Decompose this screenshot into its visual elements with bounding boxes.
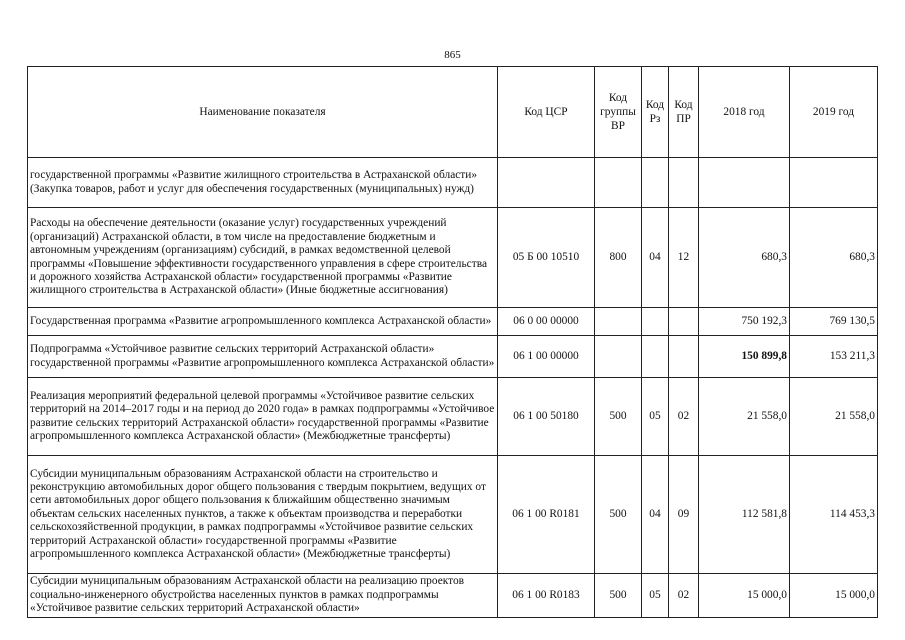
row-2019: 153 211,3	[790, 336, 878, 378]
row-2018: 21 558,0	[699, 378, 790, 456]
table-row	[28, 456, 878, 574]
table-row	[28, 378, 878, 456]
row-2019: 114 453,3	[790, 456, 878, 574]
header-2018: 2018 год	[699, 67, 790, 158]
header-csr: Код ЦСР	[498, 67, 595, 158]
row-pr: 09	[669, 456, 699, 574]
row-pr: 12	[669, 208, 699, 308]
table-row	[28, 208, 878, 308]
row-rz: 04	[642, 456, 669, 574]
row-name: Субсидии муниципальным образованиям Астраханской области на реализацию проектов социально-инженерного обустройства населенных пунктов в рамках подпрограммы «Устойчивое развитие сельских территорий Астраханской области»	[28, 574, 498, 618]
header-row	[28, 67, 878, 158]
row-rz	[642, 158, 669, 208]
row-rz: 05	[642, 378, 669, 456]
row-name: Реализация мероприятий федеральной целевой программы «Устойчивое развитие сельских территорий на 2014–2017 годы и на период до 2020 года» в рамках подпрограммы «Устойчивое развитие сельских территорий Астраханской области» государственной программы «Развитие агропромышленного комплекса Астраханской области» (Межбюджетные трансферты)	[28, 378, 498, 456]
row-2018: 150 899,8	[699, 336, 790, 378]
row-vr: 500	[595, 456, 642, 574]
row-rz	[642, 308, 669, 336]
header-pr: Код ПР	[669, 67, 699, 158]
row-name: Расходы на обеспечение деятельности (оказание услуг) государственных учреждений (организаций) Астраханской области, в том числе на предоставление бюджетным и автономным учреждениям (организациям) субсидий, в рамках ведомственной целевой программы «Повышение эффективности государственного управления в сфере строительства и дорожного хозяйства Астраханской области» государственной программы «Развитие жилищного строительства в Астраханской области» (Иные бюджетные ассигнования)	[28, 208, 498, 308]
row-name: Государственная программа «Развитие агропромышленного комплекса Астраханской области»	[28, 308, 498, 336]
row-vr: 800	[595, 208, 642, 308]
row-csr: 05 Б 00 10510	[498, 208, 595, 308]
row-name: Подпрограмма «Устойчивое развитие сельских территорий Астраханской области» государственной программы «Развитие агропромышленного комплекса Астраханской области»	[28, 336, 498, 378]
row-2018: 112 581,8	[699, 456, 790, 574]
row-csr: 06 1 00 00000	[498, 336, 595, 378]
row-vr	[595, 158, 642, 208]
row-2018: 680,3	[699, 208, 790, 308]
row-name: Субсидии муниципальным образованиям Астраханской области на строительство и реконструкцию автомобильных дорог общего пользования с твердым покрытием, ведущих от сети автомобильных дорог общего пользования к ближайшим общественно значимым объектам сельских населенных пунктов, а также к объектам производства и переработки сельскохозяйственной продукции, в рамках подпрограммы «Устойчивое развитие сельских территорий Астраханской области» государственной программы «Развитие агропромышленного комплекса Астраханской области» (Межбюджетные трансферты)	[28, 456, 498, 574]
row-csr: 06 1 00 R0183	[498, 574, 595, 618]
row-csr: 06 1 00 50180	[498, 378, 595, 456]
row-2019: 680,3	[790, 208, 878, 308]
row-vr: 500	[595, 378, 642, 456]
table-row	[28, 158, 878, 208]
row-2019	[790, 158, 878, 208]
row-pr	[669, 308, 699, 336]
table-row	[28, 336, 878, 378]
row-2018	[699, 158, 790, 208]
row-2018: 15 000,0	[699, 574, 790, 618]
row-2019: 21 558,0	[790, 378, 878, 456]
row-name: государственной программы «Развитие жилищного строительства в Астраханской области» (Закупка товаров, работ и услуг для обеспечения государственных (муниципальных) нужд)	[28, 158, 498, 208]
budget-table	[27, 66, 878, 618]
row-2019: 15 000,0	[790, 574, 878, 618]
header-vr: Код группы ВР	[595, 67, 642, 158]
row-rz	[642, 336, 669, 378]
header-name: Наименование показателя	[28, 67, 498, 158]
row-vr: 500	[595, 574, 642, 618]
header-2019: 2019 год	[790, 67, 878, 158]
table-row	[28, 308, 878, 336]
row-pr	[669, 158, 699, 208]
row-csr: 06 0 00 00000	[498, 308, 595, 336]
row-2019: 769 130,5	[790, 308, 878, 336]
row-pr: 02	[669, 378, 699, 456]
table-row	[28, 574, 878, 618]
row-csr: 06 1 00 R0181	[498, 456, 595, 574]
page-number: 865	[444, 49, 461, 61]
row-csr	[498, 158, 595, 208]
row-pr: 02	[669, 574, 699, 618]
row-rz: 04	[642, 208, 669, 308]
row-vr	[595, 308, 642, 336]
row-rz: 05	[642, 574, 669, 618]
row-2018: 750 192,3	[699, 308, 790, 336]
row-pr	[669, 336, 699, 378]
row-vr	[595, 336, 642, 378]
header-rz: Код Рз	[642, 67, 669, 158]
